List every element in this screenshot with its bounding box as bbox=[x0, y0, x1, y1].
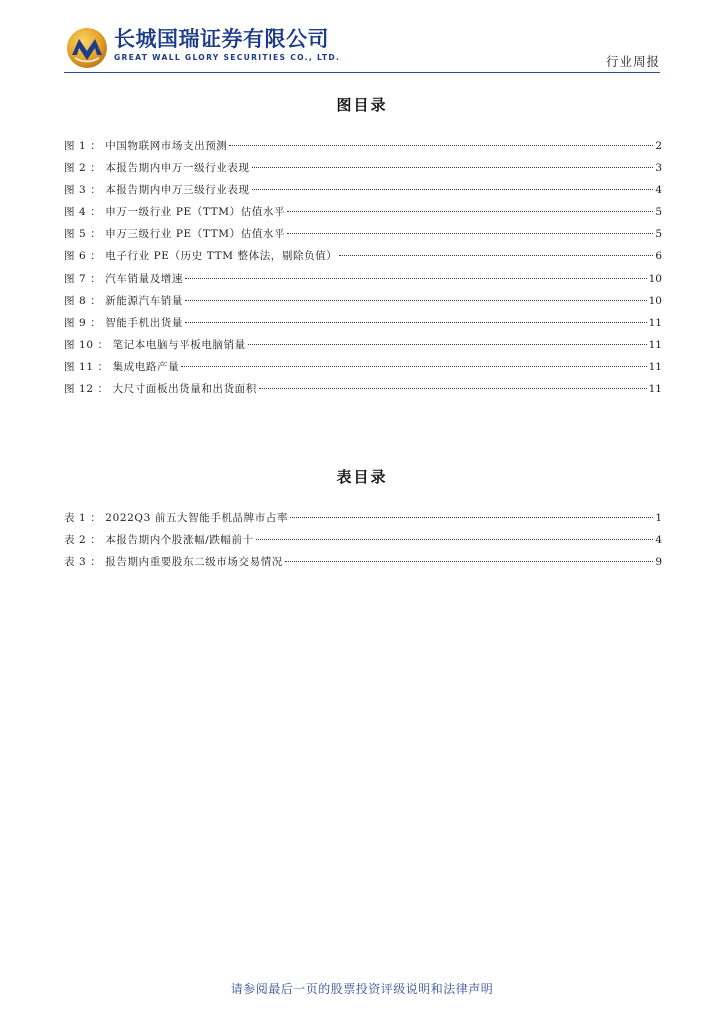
toc-entry-figure-9[interactable] bbox=[64, 312, 662, 334]
toc-leader bbox=[229, 145, 653, 146]
toc-entry-label: 表 3 ： 报告期内重要股东二级市场交易情况 bbox=[64, 556, 283, 569]
toc-entry-figure-5[interactable] bbox=[64, 223, 662, 245]
toc-page-number: 2 bbox=[655, 140, 662, 152]
toc-page-number: 9 bbox=[655, 556, 662, 569]
toc-page-number: 4 bbox=[655, 534, 662, 547]
toc-page-number: 1 bbox=[655, 512, 662, 524]
toc-leader bbox=[185, 322, 647, 323]
toc-leader bbox=[185, 278, 647, 279]
toc-entry-label: 图 2 ： 本报告期内申万一级行业表现 bbox=[64, 162, 250, 175]
toc-leader bbox=[339, 255, 653, 256]
company-logo bbox=[66, 27, 108, 69]
toc-leader bbox=[285, 561, 653, 562]
tables-toc-list bbox=[64, 507, 662, 573]
toc-entry-label: 图 9 ： 智能手机出货量 bbox=[64, 316, 183, 329]
toc-page-number: 10 bbox=[648, 272, 662, 285]
toc-page-number: 4 bbox=[655, 184, 662, 197]
toc-page-number: 3 bbox=[655, 162, 662, 175]
toc-entry-figure-11[interactable] bbox=[64, 356, 662, 378]
toc-entry-figure-4[interactable] bbox=[64, 201, 662, 223]
header-divider bbox=[64, 72, 660, 73]
toc-entry-figure-8[interactable] bbox=[64, 290, 662, 312]
toc-leader bbox=[259, 388, 647, 389]
toc-entry-label: 图 3 ： 本报告期内申万三级行业表现 bbox=[64, 184, 250, 197]
toc-entry-label: 图 8 ： 新能源汽车销量 bbox=[64, 294, 183, 307]
toc-entry-table-2[interactable] bbox=[64, 529, 662, 551]
brand-block bbox=[114, 27, 340, 62]
toc-entry-label: 图 10 ： 笔记本电脑与平板电脑销量 bbox=[64, 338, 246, 351]
toc-leader bbox=[185, 300, 647, 301]
report-type-label: 行业周报 bbox=[605, 54, 660, 69]
company-name-en: GREAT WALL GLORY SECURITIES CO., LTD. bbox=[114, 53, 341, 62]
toc-page-number: 11 bbox=[648, 360, 662, 373]
toc-leader bbox=[256, 539, 654, 540]
footer-disclaimer: 请参阅最后一页的股票投资评级说明和法律声明 bbox=[230, 982, 494, 996]
toc-page-number: 5 bbox=[655, 206, 662, 219]
toc-entry-figure-3[interactable] bbox=[64, 179, 662, 201]
toc-entry-label: 表 2 ： 本报告期内个股涨幅/跌幅前十 bbox=[64, 534, 254, 547]
toc-page-number: 11 bbox=[648, 383, 662, 396]
toc-entry-figure-7[interactable] bbox=[64, 268, 662, 290]
toc-page-number: 5 bbox=[655, 228, 662, 241]
toc-entry-figure-10[interactable] bbox=[64, 334, 662, 356]
tables-toc-title: 表目录 bbox=[336, 468, 388, 486]
toc-entry-label: 图 6 ： 电子行业 PE（历史 TTM 整体法，剔除负值） bbox=[64, 250, 338, 263]
toc-entry-table-3[interactable] bbox=[64, 551, 662, 573]
toc-entry-figure-2[interactable] bbox=[64, 157, 662, 179]
toc-entry-label: 图 4 ： 申万一级行业 PE（TTM）估值水平 bbox=[64, 206, 286, 219]
toc-page-number: 11 bbox=[648, 316, 662, 329]
toc-leader bbox=[252, 167, 654, 168]
toc-leader bbox=[181, 366, 646, 367]
toc-page-number: 6 bbox=[655, 250, 662, 263]
toc-entry-label: 图 7 ： 汽车销量及增速 bbox=[64, 272, 183, 285]
toc-leader bbox=[287, 211, 653, 212]
toc-leader bbox=[248, 344, 647, 345]
toc-entry-figure-12[interactable] bbox=[64, 378, 662, 400]
toc-entry-label: 图 1 ： 中国物联网市场支出预测 bbox=[64, 140, 228, 152]
toc-entry-label: 图 5 ： 申万三级行业 PE（TTM）估值水平 bbox=[64, 228, 286, 241]
toc-leader bbox=[287, 233, 653, 234]
toc-leader bbox=[290, 517, 653, 518]
company-name-cn: 长城国瑞证券有限公司 bbox=[114, 27, 329, 51]
toc-entry-figure-6[interactable] bbox=[64, 245, 662, 267]
figures-toc-title: 图目录 bbox=[336, 96, 388, 114]
toc-entry-label: 表 1 ： 2022Q3 前五大智能手机品牌市占率 bbox=[64, 512, 289, 524]
toc-page-number: 10 bbox=[648, 294, 662, 307]
figures-toc-list bbox=[64, 135, 662, 400]
toc-entry-label: 图 11 ： 集成电路产量 bbox=[64, 360, 180, 373]
toc-entry-label: 图 12 ： 大尺寸面板出货量和出货面积 bbox=[64, 383, 257, 396]
toc-leader bbox=[252, 189, 654, 190]
toc-entry-figure-1[interactable] bbox=[64, 135, 662, 157]
toc-page-number: 11 bbox=[648, 338, 662, 351]
toc-entry-table-1[interactable] bbox=[64, 507, 662, 529]
